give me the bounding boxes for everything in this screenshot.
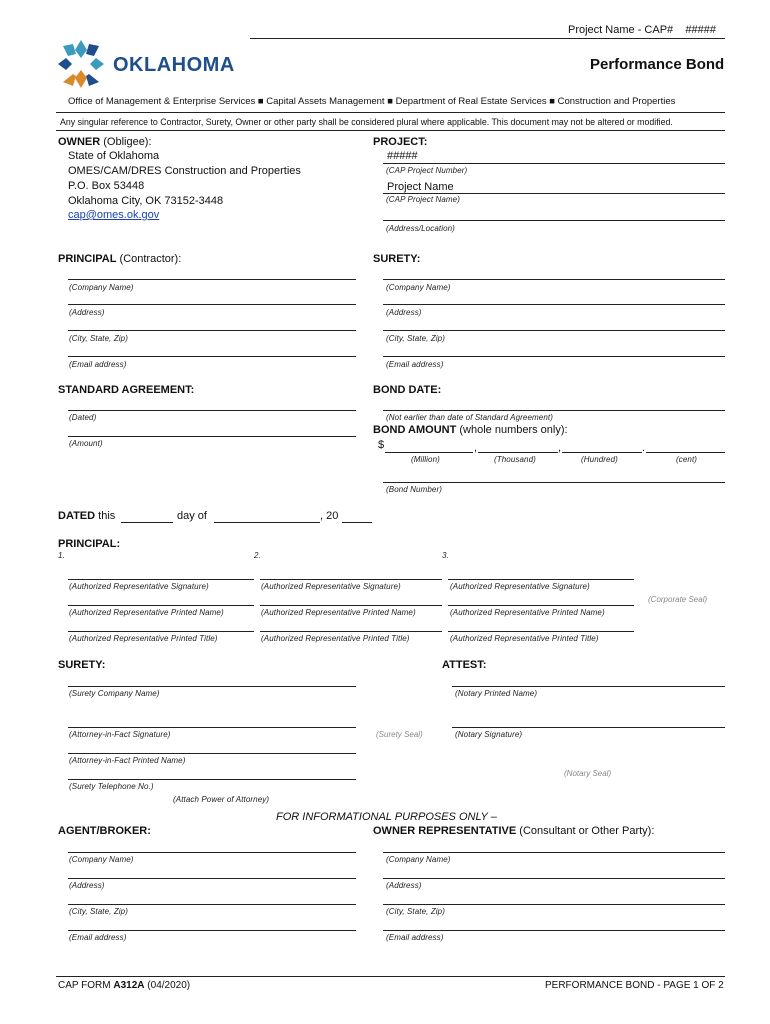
agent-city-caption: (City, State, Zip)	[69, 907, 128, 916]
signer3-title-caption: (Authorized Representative Printed Title)	[450, 634, 599, 643]
project-address-line[interactable]	[383, 220, 725, 221]
million-caption: (Million)	[411, 455, 440, 464]
principal-company-caption: (Company Name)	[69, 283, 134, 292]
dated-month-line[interactable]	[214, 522, 320, 523]
principal-email-caption: (Email address)	[69, 360, 127, 369]
signer2-name-caption: (Authorized Representative Printed Name)	[261, 608, 416, 617]
surety-company-name-caption: (Surety Company Name)	[69, 689, 160, 698]
project-address-caption: (Address/Location)	[386, 224, 455, 233]
principal-address-line[interactable]	[68, 304, 356, 305]
project-name-label: Project Name - CAP# #####	[568, 24, 716, 36]
notary-seal-label: (Notary Seal)	[564, 769, 612, 778]
form-title: Performance Bond	[590, 56, 725, 73]
bond-number-line[interactable]	[383, 482, 725, 483]
signer3-name-caption: (Authorized Representative Printed Name)	[450, 608, 605, 617]
surety-company-caption: (Company Name)	[386, 283, 451, 292]
signer1-name-caption: (Authorized Representative Printed Name)	[69, 608, 224, 617]
surety-company-line[interactable]	[383, 279, 725, 280]
owner-email-link[interactable]: cap@omes.ok.gov	[68, 209, 160, 221]
signer2-signature-caption: (Authorized Representative Signature)	[261, 582, 401, 591]
attach-poa-note: (Attach Power of Attorney)	[173, 795, 270, 804]
signer-number-2: 2.	[254, 551, 261, 560]
aif-signature-caption: (Attorney-in-Fact Signature)	[69, 730, 171, 739]
header-divider-bottom	[56, 130, 725, 131]
cent-caption: (cent)	[676, 455, 698, 464]
dated-year-line[interactable]	[342, 522, 372, 523]
principal-address-caption: (Address)	[69, 308, 105, 317]
agreement-dated-caption: (Dated)	[69, 413, 97, 422]
owner-rep-company-line[interactable]	[383, 852, 725, 853]
project-label: PROJECT:	[373, 136, 428, 148]
page-number: PERFORMANCE BOND - PAGE 1 OF 2	[545, 980, 724, 991]
surety-city-line[interactable]	[383, 330, 725, 331]
bond-date-caption: (Not earlier than date of Standard Agreement)	[386, 413, 553, 422]
surety-seal-label: (Surety Seal)	[376, 730, 423, 739]
signer2-name-line[interactable]	[260, 605, 442, 606]
bond-hundred-line[interactable]	[562, 452, 642, 453]
signer3-signature-caption: (Authorized Representative Signature)	[450, 582, 590, 591]
owner-line-2: OMES/CAM/DRES Construction and Properties	[68, 165, 301, 177]
agency-line: Office of Management & Enterprise Services ■ Capital Assets Management ■ Department of Real Estate Services ■ Construction and Properties	[68, 96, 676, 107]
principal-city-caption: (City, State, Zip)	[69, 334, 128, 343]
signer1-signature-line[interactable]	[68, 579, 254, 580]
thousand-caption: (Thousand)	[494, 455, 536, 464]
signer1-signature-caption: (Authorized Representative Signature)	[69, 582, 209, 591]
currency-symbol: $	[378, 439, 385, 451]
signer3-title-line[interactable]	[448, 631, 634, 632]
project-number-line	[383, 163, 725, 164]
attest-label: ATTEST:	[442, 659, 487, 671]
owner-line-3: P.O. Box 53448	[68, 180, 145, 192]
signer2-title-line[interactable]	[260, 631, 442, 632]
owner-rep-company-caption: (Company Name)	[386, 855, 451, 864]
dated-day-line[interactable]	[121, 522, 173, 523]
signer1-title-line[interactable]	[68, 631, 254, 632]
owner-rep-email-line[interactable]	[383, 930, 725, 931]
surety-email-caption: (Email address)	[386, 360, 444, 369]
agent-company-line[interactable]	[68, 852, 356, 853]
cap-number-field[interactable]: #####	[685, 24, 716, 36]
comma-separator-1: ,	[474, 442, 478, 454]
agreement-amount-caption: (Amount)	[69, 439, 103, 448]
principal-label: PRINCIPAL (Contractor):	[58, 253, 182, 265]
agreement-dated-line[interactable]	[68, 410, 356, 411]
signer1-title-caption: (Authorized Representative Printed Title)	[69, 634, 218, 643]
principal-signatures-label: PRINCIPAL:	[58, 538, 121, 550]
signer2-signature-line[interactable]	[260, 579, 442, 580]
signer-number-1: 1.	[58, 551, 65, 560]
surety-telephone-line[interactable]	[68, 779, 356, 780]
notary-signature-caption: (Notary Signature)	[455, 730, 523, 739]
signer-number-3: 3.	[442, 551, 449, 560]
hundred-caption: (Hundred)	[581, 455, 618, 464]
owner-label: OWNER (Obligee):	[58, 136, 152, 148]
owner-rep-label: OWNER REPRESENTATIVE (Consultant or Other Party):	[373, 825, 655, 837]
day-of-text: day of	[177, 510, 207, 522]
oklahoma-logo-icon	[56, 38, 106, 90]
informational-note: FOR INFORMATIONAL PURPOSES ONLY –	[276, 811, 497, 823]
logo-text: OKLAHOMA	[113, 54, 235, 76]
principal-city-line[interactable]	[68, 330, 356, 331]
signer2-title-caption: (Authorized Representative Printed Title)	[261, 634, 410, 643]
agent-address-line[interactable]	[68, 878, 356, 879]
owner-rep-address-line[interactable]	[383, 878, 725, 879]
owner-rep-city-line[interactable]	[383, 904, 725, 905]
surety-address-caption: (Address)	[386, 308, 422, 317]
surety-telephone-caption: (Surety Telephone No.)	[69, 782, 154, 791]
bond-date-label: BOND DATE:	[373, 384, 442, 396]
signer1-name-line[interactable]	[68, 605, 254, 606]
signer3-name-line[interactable]	[448, 605, 634, 606]
agreement-amount-line[interactable]	[68, 436, 356, 437]
bond-cent-line[interactable]	[646, 452, 725, 453]
dated-label: DATED this	[58, 510, 116, 522]
footer-divider	[56, 976, 725, 977]
owner-rep-address-caption: (Address)	[386, 881, 422, 890]
owner-rep-city-caption: (City, State, Zip)	[386, 907, 445, 916]
agent-email-caption: (Email address)	[69, 933, 127, 942]
principal-email-line[interactable]	[68, 356, 356, 357]
surety-signatures-label: SURETY:	[58, 659, 106, 671]
project-name-underline	[250, 38, 725, 39]
notary-signature-line[interactable]	[452, 727, 725, 728]
surety-label: SURETY:	[373, 253, 421, 265]
notary-name-line[interactable]	[452, 686, 725, 687]
surety-company-name-line[interactable]	[68, 686, 356, 687]
aif-name-caption: (Attorney-in-Fact Printed Name)	[69, 756, 186, 765]
aif-name-line[interactable]	[68, 753, 356, 754]
project-number-value[interactable]: #####	[387, 150, 418, 162]
notary-name-caption: (Notary Printed Name)	[455, 689, 538, 698]
year-prefix: , 20	[320, 510, 339, 522]
agent-address-caption: (Address)	[69, 881, 105, 890]
signer3-signature-line[interactable]	[448, 579, 634, 580]
project-number-caption: (CAP Project Number)	[386, 166, 468, 175]
form-id: CAP FORM A312A (04/2020)	[58, 980, 191, 991]
disclaimer: Any singular reference to Contractor, Surety, Owner or other party shall be considered plural where applicable. This document may not be altered or modified.	[60, 117, 673, 127]
agent-company-caption: (Company Name)	[69, 855, 134, 864]
bond-number-caption: (Bond Number)	[386, 485, 442, 494]
surety-email-line[interactable]	[383, 356, 725, 357]
owner-line-4: Oklahoma City, OK 73152-3448	[68, 195, 224, 207]
project-name-value[interactable]: Project Name	[387, 181, 454, 193]
corporate-seal-label: (Corporate Seal)	[648, 595, 708, 604]
bond-amount-label: BOND AMOUNT (whole numbers only):	[373, 424, 568, 436]
aif-signature-line[interactable]	[68, 727, 356, 728]
principal-company-line[interactable]	[68, 279, 356, 280]
owner-rep-email-caption: (Email address)	[386, 933, 444, 942]
bond-date-line[interactable]	[383, 410, 725, 411]
header-divider-top	[56, 112, 725, 113]
agent-email-line[interactable]	[68, 930, 356, 931]
decimal-separator: .	[642, 442, 646, 454]
agent-city-line[interactable]	[68, 904, 356, 905]
surety-address-line[interactable]	[383, 304, 725, 305]
project-name-line	[383, 193, 725, 194]
bond-thousand-line[interactable]	[478, 452, 558, 453]
standard-agreement-label: STANDARD AGREEMENT:	[58, 384, 195, 396]
surety-city-caption: (City, State, Zip)	[386, 334, 445, 343]
project-name-caption: (CAP Project Name)	[386, 195, 460, 204]
bond-million-line[interactable]	[385, 452, 473, 453]
agent-broker-label: AGENT/BROKER:	[58, 825, 151, 837]
owner-line-1: State of Oklahoma	[68, 150, 160, 162]
comma-separator-2: ,	[558, 442, 562, 454]
